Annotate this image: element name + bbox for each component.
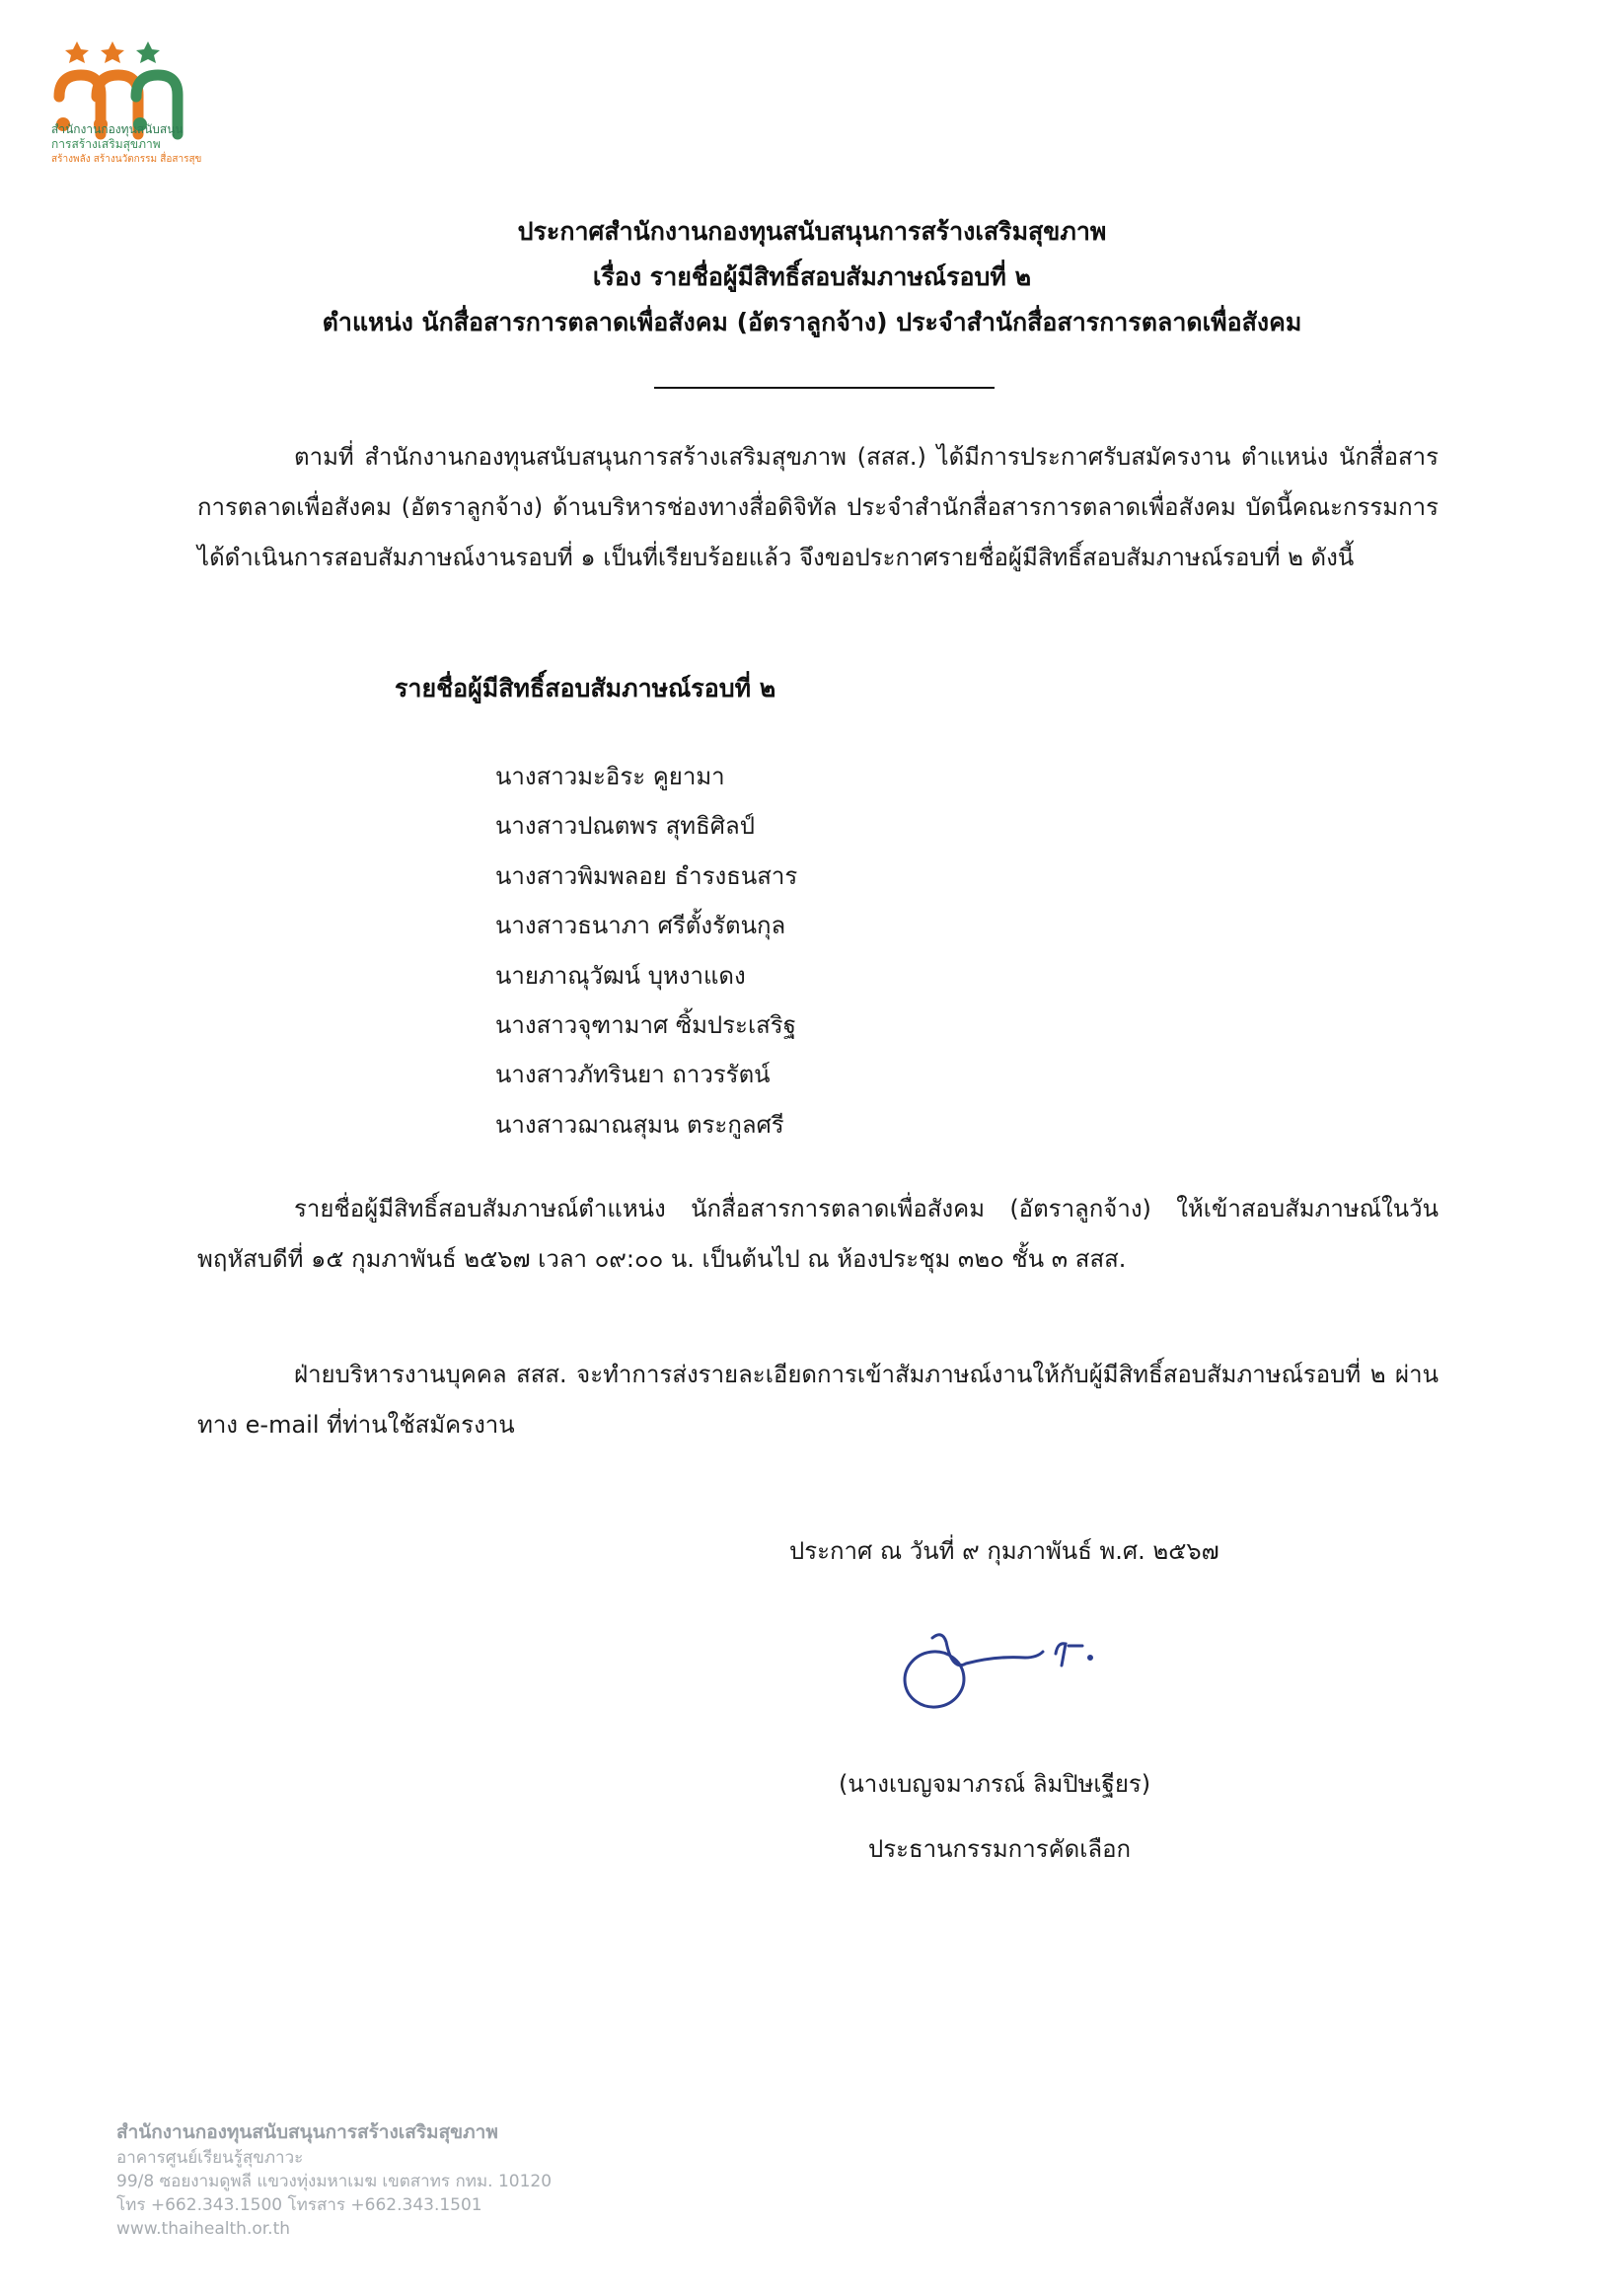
note-text: ฝ่ายบริหารงานบุคคล สสส. จะทำการส่งรายละเอียดการเข้าสัมภาษณ์งานให้กับผู้มีสิทธิ์สอบสัมภาษณ์รอบที่ ๒ ผ่านทาง e-mail ที่ท่านใช้สมัครงาน [197, 1361, 1439, 1439]
schedule-paragraph [197, 1184, 1439, 1285]
candidate-name: นางสาวภัทรินยา ถาวรรัตน์ [495, 1061, 771, 1089]
header-line-2: เรื่อง รายชื่อผู้มีสิทธิ์สอบสัมภาษณ์รอบที่ ๒ [592, 262, 1032, 291]
footer-org: สำนักงานกองทุนสนับสนุนการสร้างเสริมสุขภาพ [116, 2121, 498, 2143]
footer-website-link[interactable]: www.thaihealth.or.th [116, 2219, 291, 2239]
candidate-name: นางสาวจุฑามาศ ซิ้มประเสริฐ [495, 1011, 796, 1040]
note-paragraph [197, 1350, 1439, 1450]
logo-caption-line1: สำนักงานกองทุนสนับสนุน [51, 122, 184, 136]
signer-name: (นางเบญจมาภรณ์ ลิมปิษเฐียร) [839, 1770, 1151, 1798]
logo-caption-line2: การสร้างเสริมสุขภาพ [51, 137, 161, 151]
announcement-date: ประกาศ ณ วันที่ ๙ กุมภาพันธ์ พ.ศ. ๒๕๖๗ [789, 1537, 1219, 1565]
logo-caption-line3: สร้างพลัง สร้างนวัตกรรม สื่อสารสุข [51, 154, 202, 165]
logo-caption [51, 122, 249, 167]
candidate-name: นางสาวพิมพลอย ธำรงธนสาร [495, 861, 798, 890]
candidate-name: นางสาวฌาณสุมน ตระกูลศรี [495, 1110, 784, 1139]
schedule-text: รายชื่อผู้มีสิทธิ์สอบสัมภาษณ์ตำแหน่ง นักสื่อสารการตลาดเพื่อสังคม (อัตราลูกจ้าง) ให้เข้าสอบสัมภาษณ์ในวันพฤหัสบดีที่ ๑๕ กุมภาพันธ์ ๒๕๖๗ เวลา ๐๙:๐๐ น. เป็นต้นไป ณ ห้องประชุม ๓๒๐ ชั้น ๓ สสส. [197, 1195, 1439, 1273]
header-line-1: ประกาศสำนักงานกองทุนสนับสนุนการสร้างเสริมสุขภาพ [517, 217, 1107, 246]
footer-building: อาคารศูนย์เรียนรู้สุขภาวะ [116, 2148, 304, 2168]
candidate-name: นายภาณุวัฒน์ บุหงาแดง [495, 961, 746, 990]
signer-title: ประธานกรรมการคัดเลือก [868, 1835, 1132, 1863]
candidate-list-title: รายชื่อผู้มีสิทธิ์สอบสัมภาษณ์รอบที่ ๒ [395, 674, 776, 703]
candidate-list [495, 752, 797, 1149]
footer-address: 99/8 ซอยงามดูพลี แขวงทุ่งมหาเมฆ เขตสาทร กทม. 10120 [116, 2172, 553, 2191]
header-line-3: ตำแหน่ง นักสื่อสารการตลาดเพื่อสังคม (อัตราลูกจ้าง) ประจำสำนักสื่อสารการตลาดเพื่อสังคม [322, 308, 1302, 336]
footer-contact [116, 2118, 807, 2241]
handwritten-signature [893, 1608, 1130, 1717]
header-divider [654, 387, 995, 389]
announcement-header [0, 209, 1624, 345]
candidate-name: นางสาวมะอิระ คูยามา [495, 763, 725, 790]
candidate-name: นางสาวธนาภา ศรีตั้งรัตนกุล [495, 912, 786, 940]
intro-paragraph [197, 432, 1439, 583]
candidate-name: นางสาวปณตพร สุทธิศิลป์ [495, 812, 755, 841]
footer-phone: โทร +662.343.1500 โทรสาร +662.343.1501 [116, 2195, 482, 2215]
intro-text: ตามที่ สำนักงานกองทุนสนับสนุนการสร้างเสริมสุขภาพ (สสส.) ได้มีการประกาศรับสมัครงาน ตำแหน่ง นักสื่อสารการตลาดเพื่อสังคม (อัตราลูกจ้าง) ด้านบริหารช่องทางสื่อดิจิทัล ประจำสำนักสื่อสารการตลาดเพื่อสังคม บัดนี้คณะกรรมการได้ดำเนินการสอบสัมภาษณ์งานรอบที่ ๑ เป็นที่เรียบร้อยแล้ว จึงขอประกาศรายชื่อผู้มีสิทธิ์สอบสัมภาษณ์รอบที่ ๒ ดังนี้ [197, 443, 1439, 571]
